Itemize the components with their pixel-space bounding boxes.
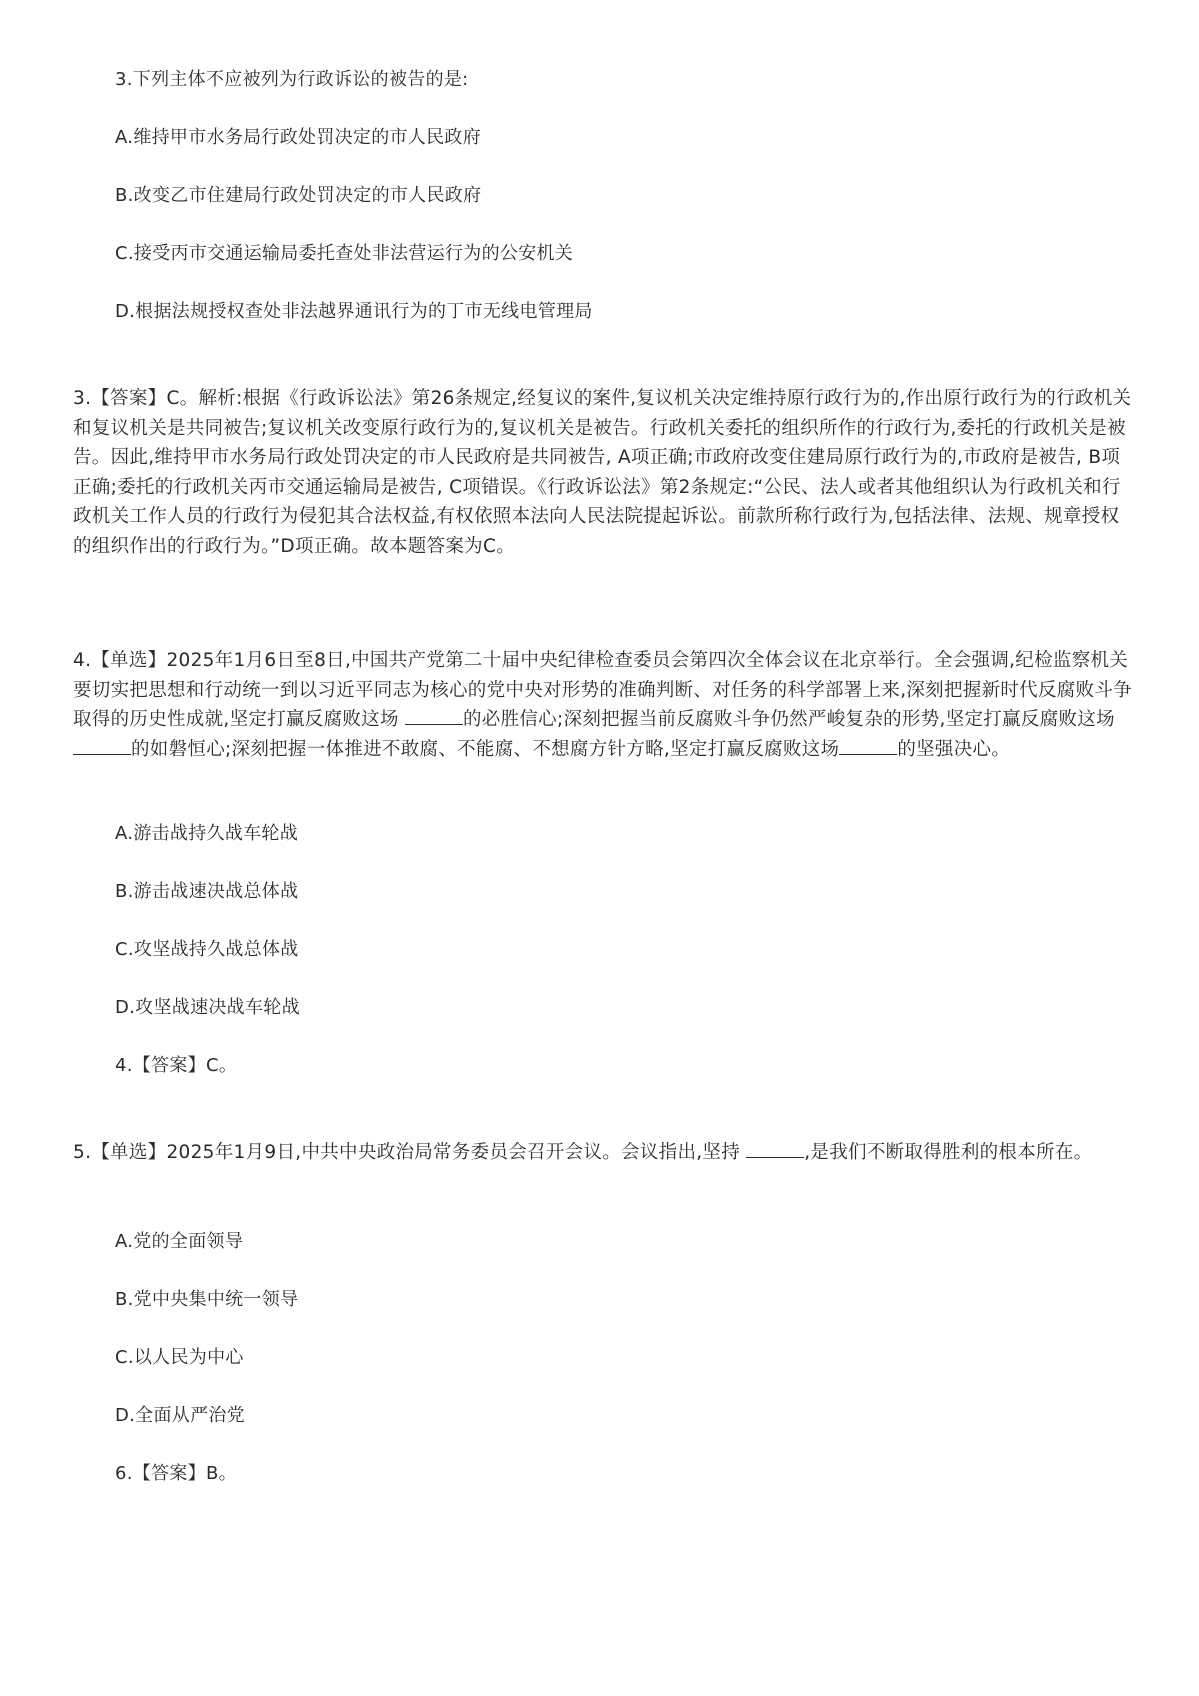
- question-4-stem-part-1: 4.【单选】2025年1月6日至8日,中国共产党第二十届中央纪律检查委员会第四次全体会议在北京举行。全会强调,纪检监察机关要切实把思想和行动统一到以习近平同志为核心的党中央对形势的准确判断、对任务的科学部署上来,深刻把握新时代反腐败斗争取得的历史性成就,坚定打赢反腐败这场: [73, 650, 1132, 730]
- fill-in-blank: [746, 1141, 804, 1158]
- question-3-option-b: B.改变乙市住建局行政处罚决定的市人民政府: [115, 185, 482, 206]
- question-4-stem-part-4: 的坚强决心。: [897, 738, 1011, 760]
- question-4-stem: [73, 646, 1138, 764]
- fill-in-blank: [73, 738, 131, 755]
- question-4-option-b: B.游击战速决战总体战: [115, 881, 299, 902]
- fill-in-blank: [405, 708, 463, 725]
- question-5-option-a: A.党的全面领导: [115, 1231, 244, 1252]
- question-5-stem: [73, 1138, 1138, 1168]
- question-3-option-c: C.接受丙市交通运输局委托查处非法营运行为的公安机关: [115, 243, 574, 264]
- question-3-stem: 3.下列主体不应被列为行政诉讼的被告的是:: [115, 69, 469, 90]
- question-4-option-c: C.攻坚战持久战总体战: [115, 939, 299, 960]
- question-5-option-d: D.全面从严治党: [115, 1405, 245, 1426]
- fill-in-blank: [839, 738, 897, 755]
- question-4-stem-part-3: 的如磐恒心;深刻把握一体推进不敢腐、不能腐、不想腐方针方略,坚定打赢反腐败这场: [131, 738, 840, 760]
- question-4-option-a: A.游击战持久战车轮战: [115, 823, 299, 844]
- question-4-stem-part-2: 的必胜信心;深刻把握当前反腐败斗争仍然严峻复杂的形势,坚定打赢反腐败这场: [462, 709, 1115, 730]
- question-3-option-d: D.根据法规授权查处非法越界通讯行为的丁市无线电管理局: [115, 301, 593, 322]
- question-5-option-c: C.以人民为中心: [115, 1347, 244, 1368]
- question-4-answer: 4.【答案】C。: [115, 1055, 238, 1076]
- question-5-stem-part-2: ,是我们不断取得胜利的根本所在。: [804, 1142, 1093, 1163]
- question-4-option-d: D.攻坚战速决战车轮战: [115, 997, 300, 1018]
- question-5-option-b: B.党中央集中统一领导: [115, 1289, 299, 1310]
- question-3-option-a: A.维持甲市水务局行政处罚决定的市人民政府: [115, 127, 482, 148]
- question-5-answer: 6.【答案】B。: [115, 1463, 237, 1484]
- question-5-stem-part-1: 5.【单选】2025年1月9日,中共中央政治局常务委员会召开会议。会议指出,坚持: [73, 1142, 741, 1163]
- question-3-answer-explanation: 3.【答案】C。解析:根据《行政诉讼法》第26条规定,经复议的案件,复议机关决定维持原行政行为的,作出原行政行为的行政机关和复议机关是共同被告;复议机关改变原行政行为的,复议机关是被告。行政机关委托的组织所作的行政行为,委托的行政机关是被告。因此,维持甲市水务局行政处罚决定的市人民政府是共同被告, A项正确;市政府改变住建局原行政行为的,市政府是被告, B项正确;委托的行政机关丙市交通运输局是被告, C项错误。《行政诉讼法》第2条规定:“公民、法人或者其他组织认为行政机关和行政机关工作人员的行政行为侵犯其合法权益,有权依照本法向人民法院提起诉讼。前款所称行政行为,包括法律、法规、规章授权的组织作出的行政行为。”D项正确。故本题答案为C。: [73, 388, 1132, 557]
